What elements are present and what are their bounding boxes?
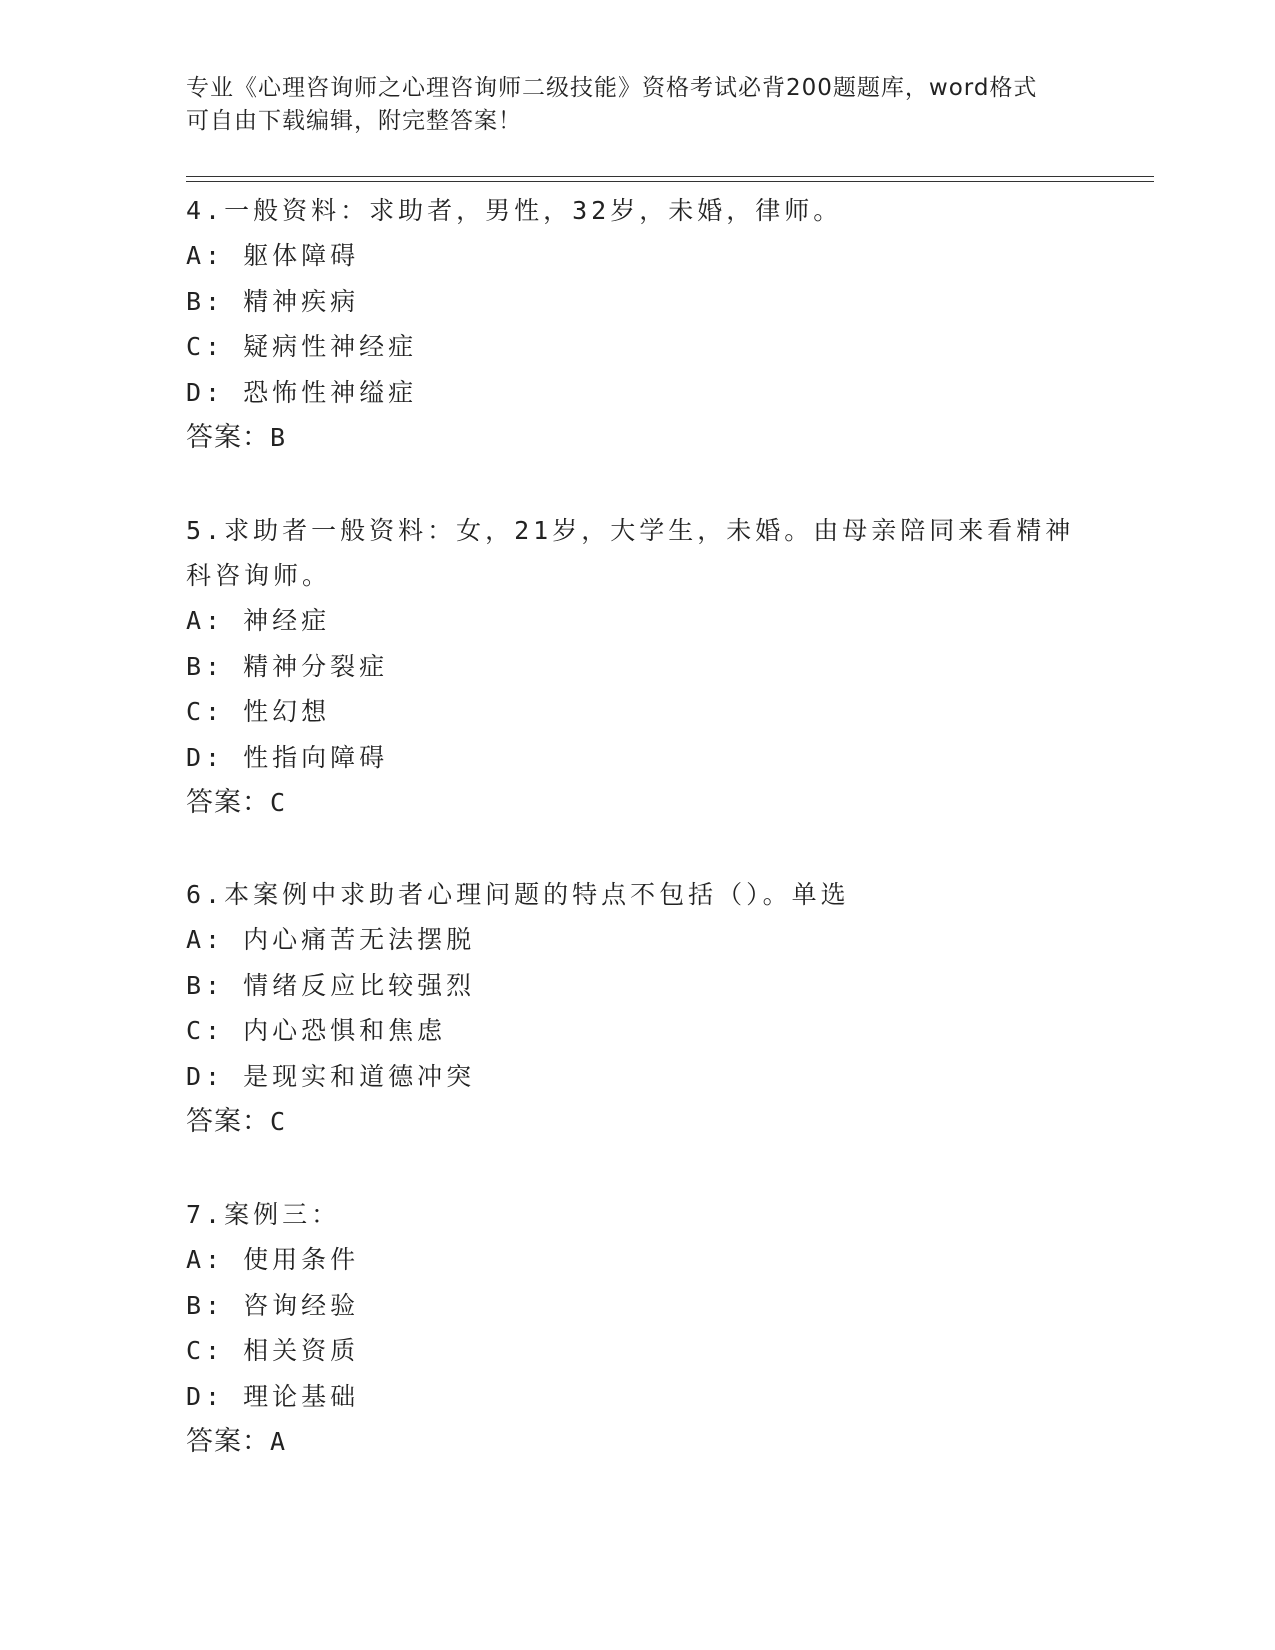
option-a: A: 神经症 [186, 606, 331, 635]
answer-label: 答案： [186, 787, 270, 818]
question-stem: 5.求助者一般资料：女，21岁，大学生，未婚。由母亲陪同来看精神科咨询师。 [186, 516, 1075, 590]
option-b: B: 精神分裂症 [186, 651, 389, 681]
option-a: A: 使用条件 [186, 1245, 360, 1274]
question-stem: 7.案例三： [186, 1200, 341, 1229]
option-d: D: 是现实和道德冲突 [186, 1061, 476, 1091]
option-b: B: 精神疾病 [186, 286, 360, 316]
option-b: B: 咨询经验 [186, 1290, 360, 1320]
option-d: D: 理论基础 [186, 1381, 360, 1411]
header-line-2: 可自由下载编辑，附完整答案！ [186, 108, 522, 134]
answer-line [186, 780, 1086, 826]
option-a: A: 内心痛苦无法摆脱 [186, 925, 476, 954]
answer-value: A [270, 1427, 286, 1456]
answer-value: C [270, 1107, 286, 1136]
option-c: C: 相关资质 [186, 1336, 360, 1365]
header-divider-top [186, 176, 1154, 177]
header-divider-bottom [186, 181, 1154, 182]
question-item [186, 872, 1086, 1145]
option-c: C: 疑病性神经症 [186, 332, 418, 361]
question-stem: 6.本案例中求助者心理问题的特点不包括（）。单选 [186, 880, 850, 909]
answer-label: 答案： [186, 1426, 270, 1457]
answer-value: B [270, 423, 286, 452]
answer-label: 答案： [186, 422, 270, 453]
document-header [186, 72, 1076, 138]
answer-label: 答案： [186, 1106, 270, 1137]
option-c: C: 内心恐惧和焦虑 [186, 1016, 447, 1045]
answer-line [186, 1099, 1086, 1145]
answer-line [186, 415, 1086, 461]
option-d: D: 性指向障碍 [186, 742, 389, 772]
header-line-1: 专业《心理咨询师之心理咨询师二级技能》资格考试必背200题题库，word格式 [186, 75, 1038, 101]
question-item [186, 1192, 1086, 1465]
question-item [186, 508, 1086, 826]
option-c: C: 性幻想 [186, 697, 331, 726]
question-stem: 4.一般资料：求助者，男性，32岁，未婚，律师。 [186, 196, 843, 225]
option-d: D: 恐怖性神缢症 [186, 377, 418, 407]
option-a: A: 躯体障碍 [186, 241, 360, 270]
option-b: B: 情绪反应比较强烈 [186, 970, 476, 1000]
answer-line [186, 1419, 1086, 1465]
question-item [186, 188, 1086, 461]
answer-value: C [270, 788, 286, 817]
